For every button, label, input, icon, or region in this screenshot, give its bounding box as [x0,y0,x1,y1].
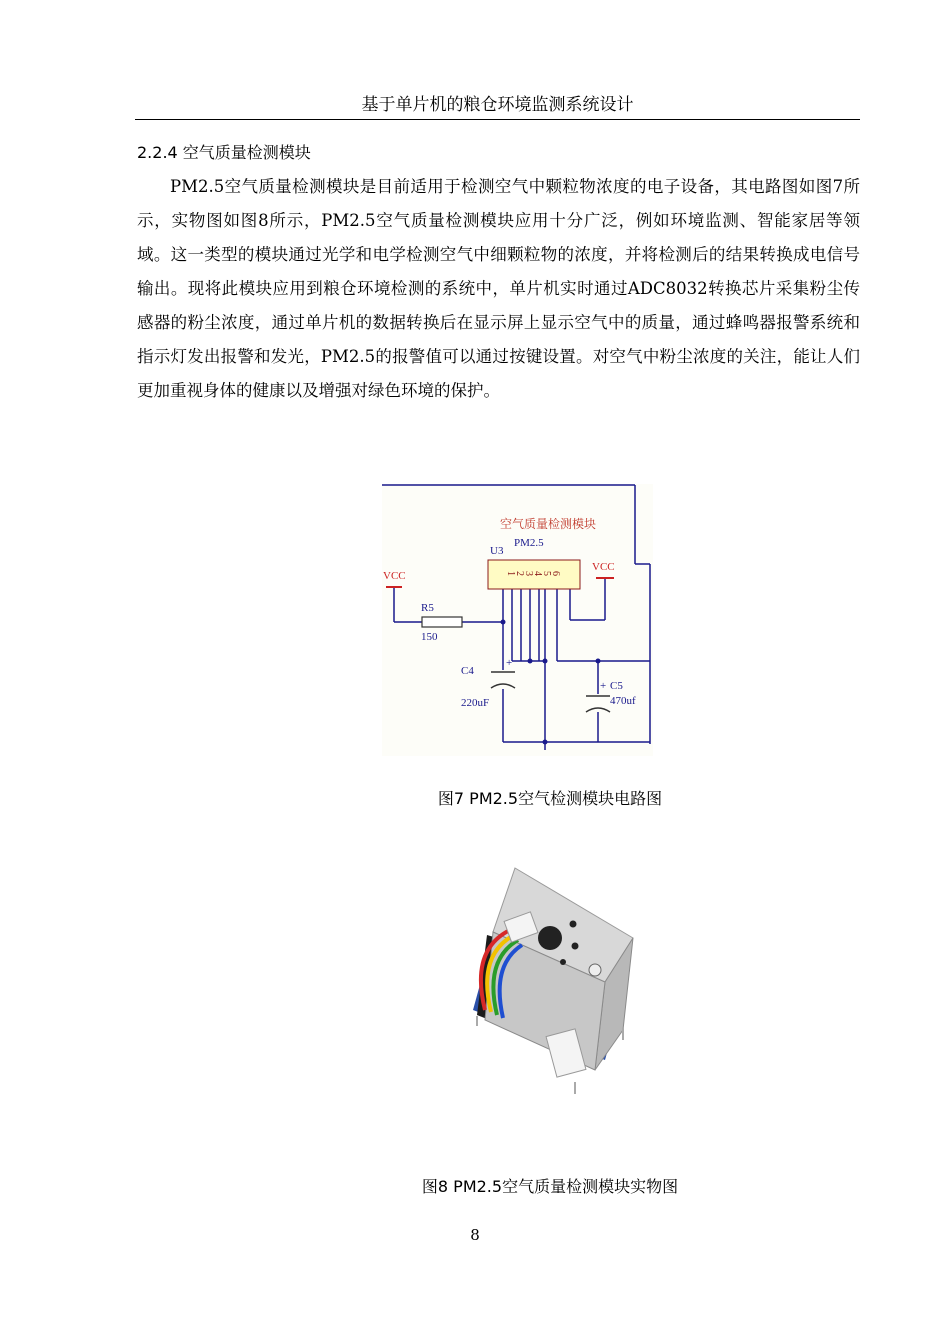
chip-name: PM2.5 [514,537,544,549]
resistor-r5 [422,617,462,627]
module-label: 空气质量检测模块 [500,517,597,531]
body-paragraph: PM2.5空气质量检测模块是目前适用于检测空气中颗粒物浓度的电子设备，其电路图如图7所示，实物图如图8所示，PM2.5空气质量检测模块应用十分广泛，例如环境监测、智能家居等领域。这一类型的模块通过光学和电学检测空气中细颗粒物的浓度，并将检测后的结果转换成电信号输出。现将此模块应用到粮仓环境检测的系统中，单片机实时通过ADC8032转换芯片采集粉尘传感器的粉尘浓度，通过单片机的数据转换后在显示屏上显示空气中的质量，通过蜂鸣器报警系统和指示灯发出报警和发光，PM2.5的报警值可以通过按键设置。对空气中粉尘浓度的关注，能让人们更加重视身体的健康以及增强对绿色环境的保护。 [137,177,860,400]
pin-3: 3 [523,571,534,576]
c4-plus: + [506,657,513,669]
figure-8-caption: 图8 PM2.5空气质量检测模块实物图 [421,1177,679,1196]
pin-6: 6 [550,571,561,576]
c4-value: 220uF [461,697,490,709]
c4-ref: C4 [461,665,474,677]
pin-2: 2 [514,571,525,576]
sensor-hole-small [570,921,577,928]
r5-ref: R5 [421,602,434,614]
page-number: 8 [470,1226,480,1244]
c5-ref: C5 [610,680,623,692]
c5-value: 470uf [610,695,636,707]
sensor-hole-small [560,959,566,965]
vcc-right-label: VCC [592,561,615,573]
sensor-hole-large [538,926,562,950]
vcc-left-label: VCC [383,570,406,582]
circuit-schematic [382,484,653,756]
sensor-hole-small [572,943,579,950]
pin-1: 1 [505,571,516,576]
sensor-module-photo [415,820,670,1140]
c5-plus: + [600,680,607,692]
pin-4: 4 [532,571,543,576]
running-header: 基于单片机的粮仓环境监测系统设计 [135,90,860,120]
r5-value: 150 [421,631,438,643]
section-title: 2.2.4 空气质量检测模块 [137,143,311,162]
screw-icon [589,964,601,976]
figure-7-caption: 图7 PM2.5空气检测模块电路图 [437,789,663,808]
chip-ref: U3 [490,545,504,557]
pin-5: 5 [541,571,552,576]
